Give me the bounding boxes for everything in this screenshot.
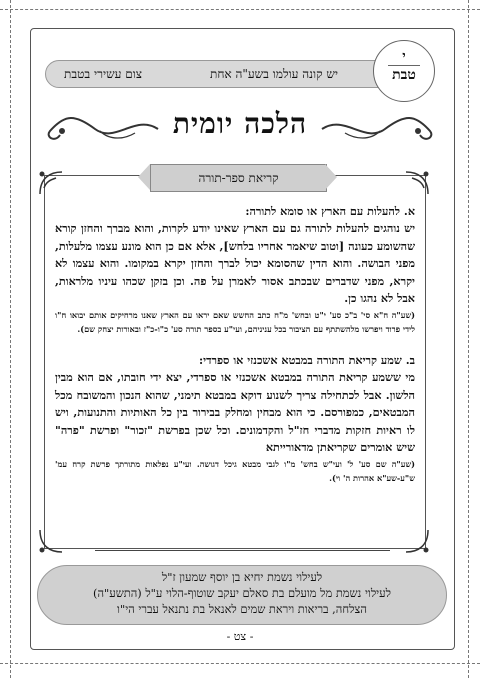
section-title: קריאת ספר-תורה	[150, 164, 327, 192]
dedication-line: לעילוי נשמת יחיא בן יוסף שמעון ז"ל	[161, 570, 323, 584]
paragraph-source: (שע"ה שם סע' ל' ועי"ש בחש' מ"ו לגבי מבטא גיכל דגושה. ועי"ע נפלאות מתורתך פרשת קרח עמ' ש"ע-שע"א אהרות ה' וי).	[55, 458, 415, 484]
paragraph-source: (שע"ה ח"א סי' ב"כ סע' י"ט ובחש' מ"ח כתב החשש שאם יראו עם הארץ שאנו מרחיקים אותם יבואו ח"ו לידי פרוד ויפרשו מלהשתתף עם הציבור בכל עניניהם, ועי"ע בספר תורה סע' כ"ו-כ"ז ובאורות יצחק שם).	[55, 309, 415, 335]
paragraph-text: יש נוהגים להעלות לתורה גם עם הארץ שאינו יודע לקרות, והוא מברך והחזן קורא שהשומע כעונה [וטוב שיאמר אחריו בלחש], אלא אם כן הוא מונע עצמו מלעלות, מפני הבושה. והוא הדין שהסומא יכול לברך והחזן יקרא במקומו. והוא עצמו לא יקרא, מפני שדברים שבכתב אסור לאמרן על פה. וכן בזקן שכהו עיניו מלראות, אבל לא נהגו כן.	[55, 221, 415, 306]
dedication-line: הצלחה, בריאות ויראת שמים לאנאל בת נתנאל עברי הי"ו	[117, 601, 367, 616]
title-block	[40, 105, 440, 149]
article-body	[55, 203, 415, 486]
date-badge	[373, 40, 435, 102]
corner-ornament-top-right-icon	[402, 168, 432, 198]
date-month: טבת	[392, 67, 416, 83]
paragraph-heading: א. להעלות עם הארץ או סומא לתורה:	[245, 204, 415, 218]
corner-ornament-bottom-right-icon	[402, 526, 432, 556]
paragraph-text: מי ששמע קריאת התורה במבטא אשכנזי או ספרדי, יצא ידי חובתו, אם הוא מבין הלשון. אבל לכתחילה צריך לשנוע דוקא במבטא תימני, שהוא הנכון והמשובח מכל המבטאים, כמפורסם. כי הוא מבחין ומחלק בבירור בין כל האותיות והתנועות, ויש לו ראיות חזקות מדברי חז"ל והקדמונים. וכל שכן בפרשת "זכור" ופרשת "פרה" שיש אומרים שקריאתן מדאורייתא	[55, 369, 415, 455]
cut-line-left	[10, 0, 11, 678]
date-day: י	[402, 49, 406, 64]
banner-occasion: צום עשירי בטבת	[64, 66, 143, 81]
paragraph-heading: ב. שמע קריאת התורה במבטא אשכנזי או ספרדי:	[199, 352, 415, 367]
dedication-box	[37, 565, 447, 625]
cut-line-right	[468, 0, 469, 678]
header-banner	[45, 60, 417, 88]
cut-line-top	[0, 9, 480, 10]
dedication-line: לעילוי נשמת מל מועלם בת סאלם יעקב שוטוף-הלוי ע"ל (התשע"ה)	[93, 585, 391, 600]
page-number: - צט -	[226, 630, 254, 643]
cut-line-bottom	[0, 663, 480, 664]
corner-ornament-top-left-icon	[36, 168, 66, 198]
section-tab-left-cap	[138, 164, 150, 190]
footer-divider	[95, 550, 390, 551]
page-title: הלכה יומית	[172, 107, 308, 140]
corner-ornament-bottom-left-icon	[36, 526, 66, 556]
section-tab-right-cap	[325, 164, 337, 190]
date-divider	[388, 65, 420, 66]
flourish-right-icon	[320, 109, 440, 149]
banner-motto: יש קונה עולמו בשע"ה אחת	[210, 66, 338, 81]
